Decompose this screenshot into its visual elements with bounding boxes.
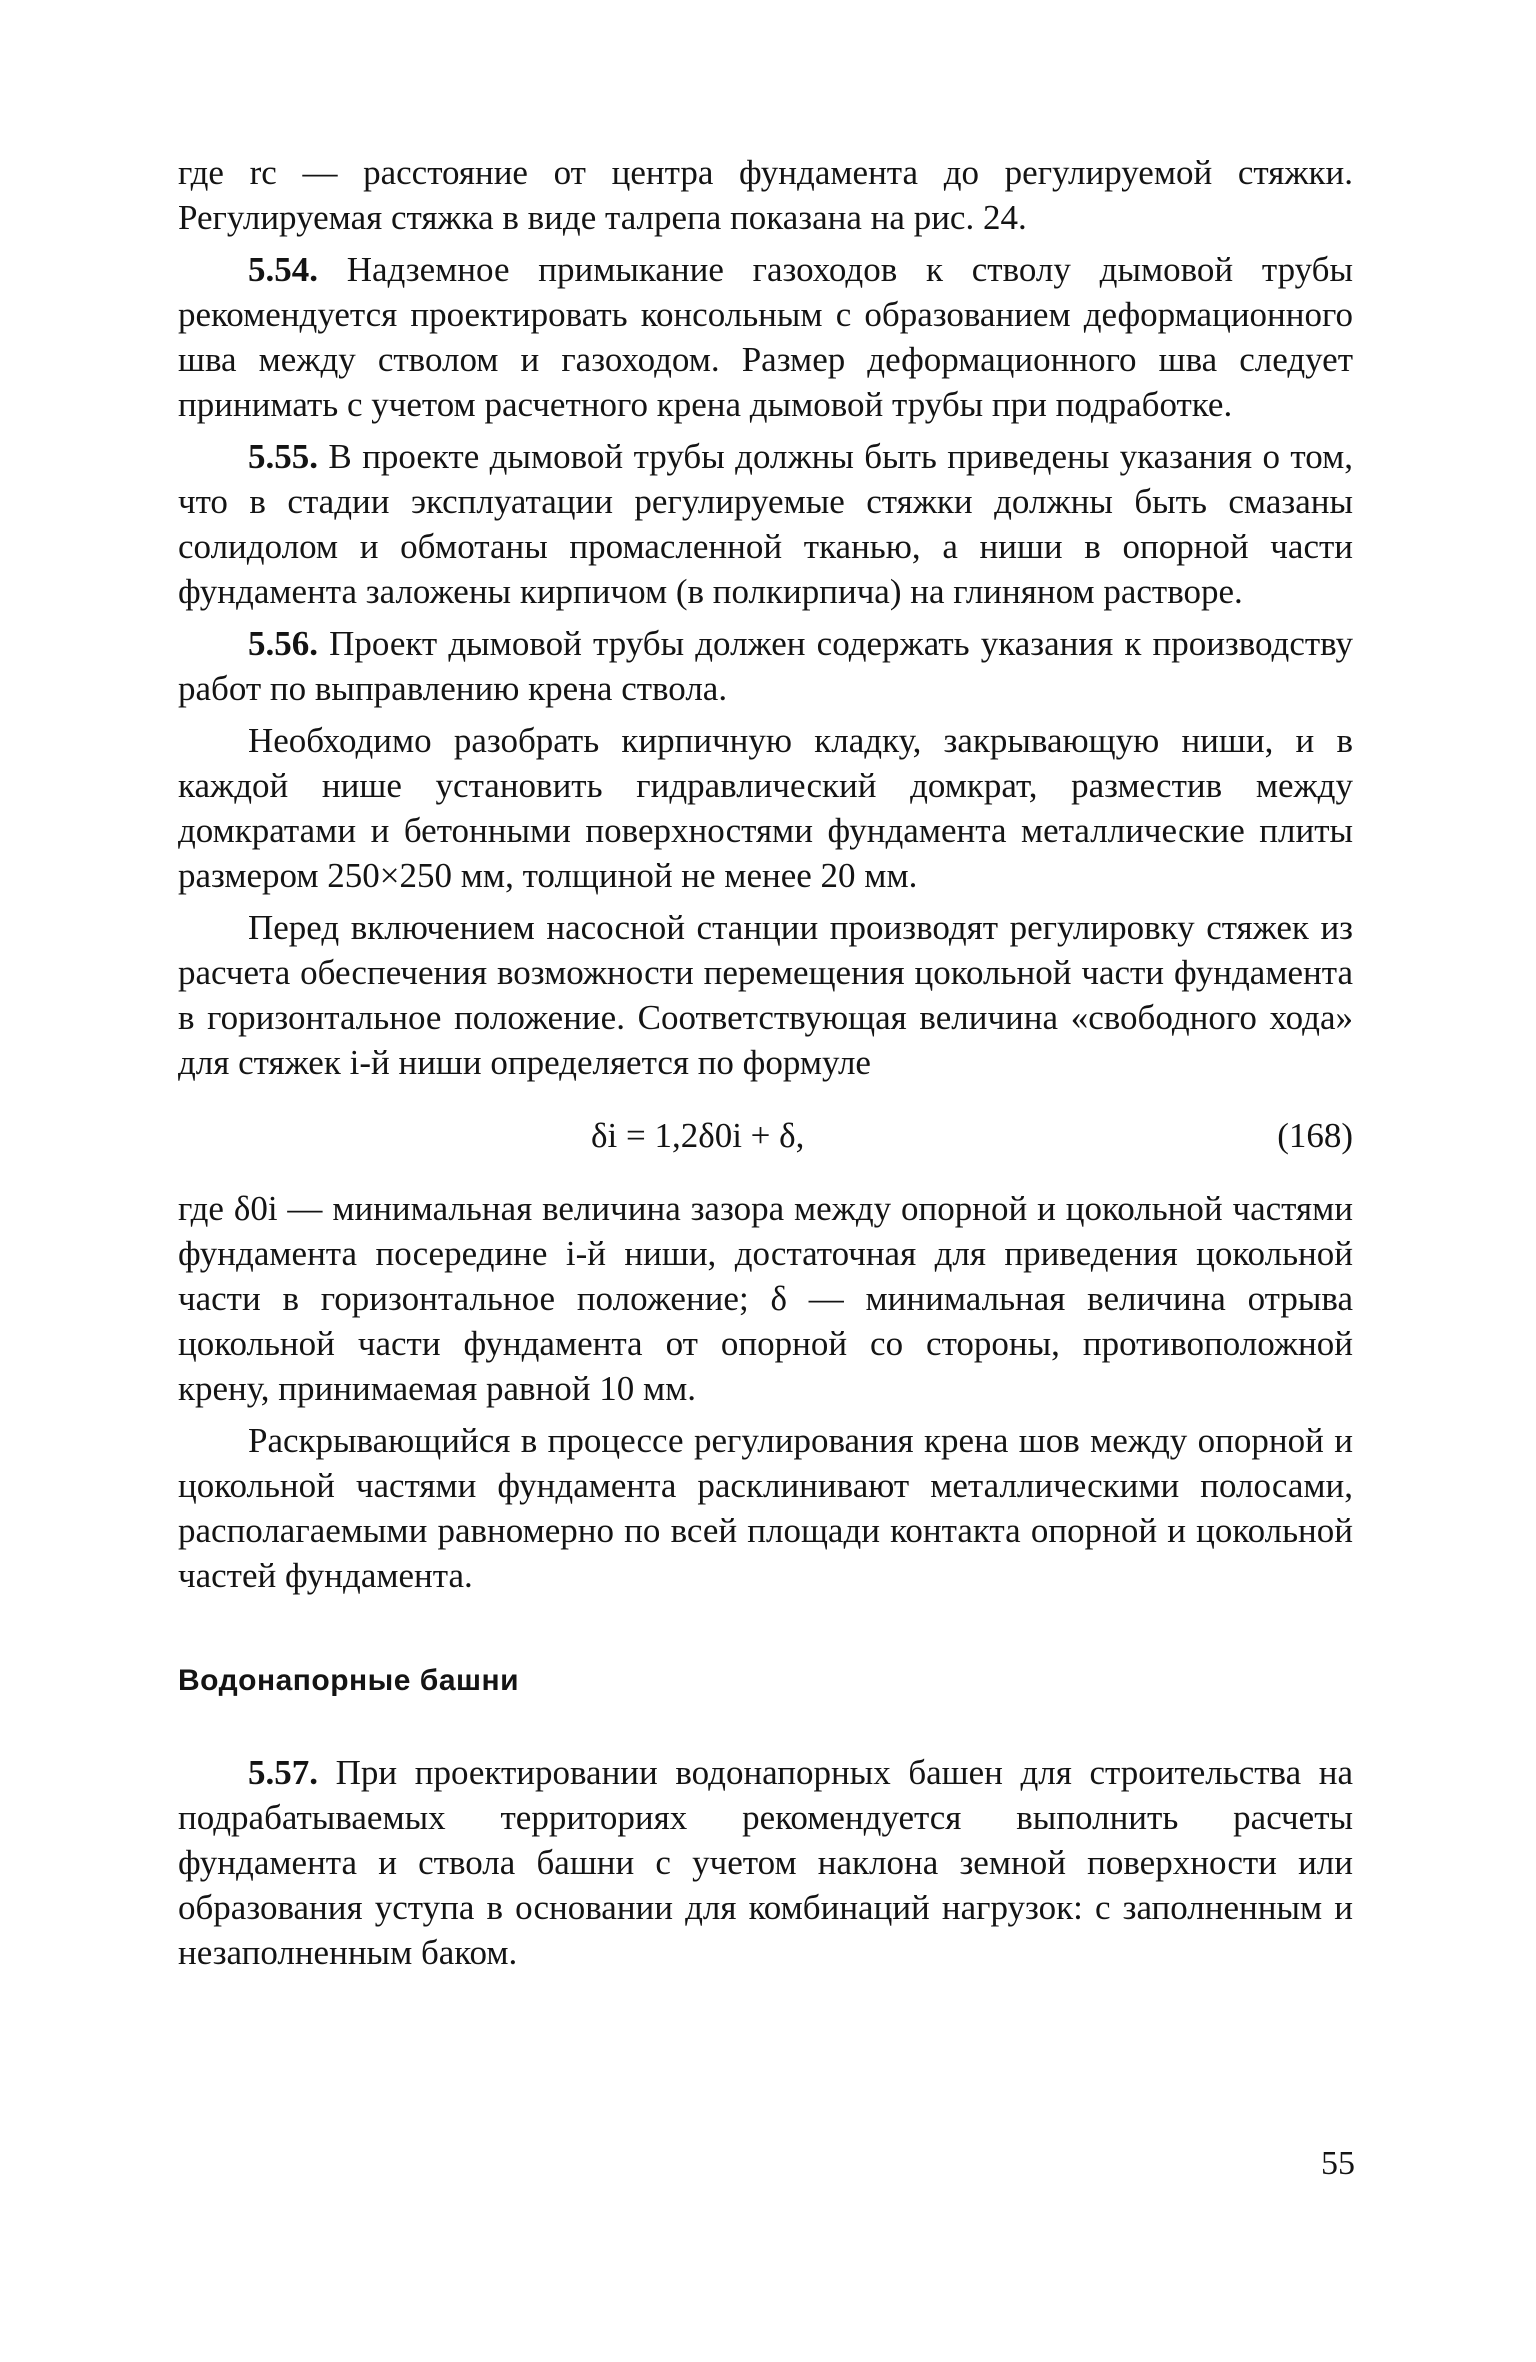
section-heading: Водонапорные башни [178, 1664, 520, 1697]
clause-number: 5.56. [248, 624, 318, 663]
clause-number: 5.57. [248, 1753, 318, 1792]
paragraph-tie-adjustment: Перед включением насосной станции производят регулировку стяжек из расчета обеспечения возможности перемещения цокольной части фундамента в горизонтальное положение. Соответствующая величина «свободного хода» для стяжек i-й ниши определяется по формуле [178, 908, 1353, 1082]
paragraph-5-56 [178, 621, 1353, 711]
formula-number: (168) [1277, 1116, 1353, 1155]
clause-text: Проект дымовой трубы должен содержать указания к производству работ по выправлению крена ствола. [178, 624, 1353, 708]
formula-row [178, 1113, 1353, 1158]
clause-text: При проектировании водонапорных башен для строительства на подрабатываемых территориях рекомендуется выполнить расчеты фундамента и ствола башни с учетом наклона земной поверхности или образования уступа в основании для комбинаций нагрузок: с заполненным и незаполненным баком. [178, 1753, 1353, 1972]
clause-text: В проекте дымовой трубы должны быть приведены указания о том, что в стадии эксплуатации регулируемые стяжки должны быть смазаны солидолом и обмотаны промасленной тканью, а ниши в опорной части фундамента заложены кирпичом (в полкирпича) на глиняном растворе. [178, 437, 1353, 611]
paragraph-formula-definitions: где δ0i — минимальная величина зазора между опорной и цокольной частями фундамента посередине i-й ниши, достаточная для приведения цокольной части в горизонтальное положение; δ — минимальная величина отрыва цокольной части фундамента от опорной со стороны, противоположной крену, принимаемая равной 10 мм. [178, 1189, 1353, 1408]
clause-text: Надземное примыкание газоходов к стволу дымовой трубы рекомендуется проектировать консольным с образованием деформационного шва между стволом и газоходом. Размер деформационного шва следует принимать с учетом расчетного крена дымовой трубы при подработке. [178, 250, 1353, 424]
paragraph-5-54 [178, 247, 1353, 427]
formula-expression: δi = 1,2δ0i + δ, [591, 1116, 805, 1155]
paragraph-wedging: Раскрывающийся в процессе регулирования крена шов между опорной и цокольной частями фундамента расклинивают металлическими полосами, располагаемыми равномерно по всей площади контакта опорной и цокольной частей фундамента. [178, 1421, 1353, 1595]
clause-number: 5.54. [248, 250, 318, 289]
clause-number: 5.55. [248, 437, 318, 476]
page-number: 55 [1321, 2145, 1355, 2182]
paragraph-jack-installation: Необходимо разобрать кирпичную кладку, закрывающую ниши, и в каждой нише установить гидравлический домкрат, разместив между домкратами и бетонными поверхностями фундамента металлические плиты размером 250×250 мм, толщиной не менее 20 мм. [178, 721, 1353, 895]
paragraph-5-55 [178, 434, 1353, 614]
paragraph-5-57 [178, 1750, 1353, 1975]
paragraph-rc-definition: где rc — расстояние от центра фундамента до регулируемой стяжки. Регулируемая стяжка в виде талрепа показана на рис. 24. [178, 153, 1353, 237]
document-page [178, 150, 1353, 1982]
